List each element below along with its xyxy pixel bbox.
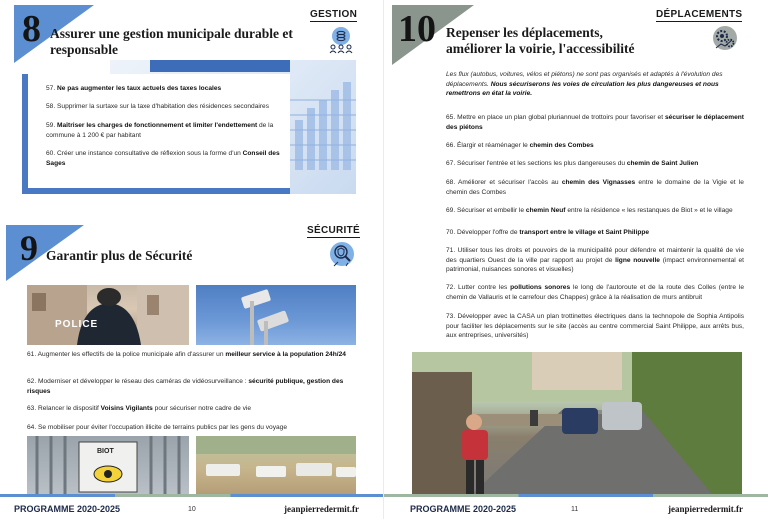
footer-program: PROGRAMME 2020-2025 [410,504,517,514]
camera-photo [196,285,356,345]
police-label: POLICE [55,319,99,330]
section-10-number: 10 [398,8,436,50]
category-deplacements: DÉPLACEMENTS [656,9,743,20]
item-58: 58. Supprimer la surtaxe sur la taxe d'habitation des résidences secondaires [46,103,270,110]
gears-icon [710,24,738,52]
item-59: 59. Maîtriser les charges de fonctionnement et limiter l'endettement de la commune à 1 200 € par habitant [46,122,274,139]
page-number: 11 [571,506,579,513]
surveillance-sign-photo [27,436,189,494]
footer-site: jeanpierredermit.fr [284,504,360,514]
item-72: 72. Lutter contre les pollutions sonores le long de l'autoroute et de la route des Colles (entre le chemin de Vallauris et le carrefour des Chappes) grâce à la réalisation de murs antibruit [446,284,745,301]
item-73: 73. Développer avec la CASA un plan trottinettes électriques dans la technopole de Sophia Antipolis pour faciliter les déplacements sur le site (accès au centre commercial Saint Philippe, aux arrêts bus, aux entreprises, universités) [446,313,744,340]
item-57: 57. Ne pas augmenter les taux actuels des taxes locales [46,85,222,92]
item-61: 61. Augmenter les effectifs de la police municipale afin d'assurer un meilleur service à la population 24h/24 [27,351,346,358]
section-9-number: 9 [20,228,38,268]
caravans-photo [196,436,356,494]
road-photo [412,352,742,494]
magnifier-shield-icon [328,240,356,268]
item-60: 60. Créer une instance consultative de réflexion sous la forme d'un Conseil des Sages [46,150,280,167]
item-64: 64. Se mobiliser pour éviter l'occupation illicite de terrains publics par les gens du voyage [27,424,288,431]
section-8-title: Assurer une gestion municipale durable et responsable [50,26,293,58]
footer-stripe [384,494,768,497]
item-68: 68. Améliorer et sécuriser l'accès au chemin des Vignasses entre le domaine de la Vigie et le chemin des Combes [446,179,744,196]
coins-people-icon [326,24,354,52]
category-securite: SÉCURITÉ [307,225,360,236]
item-71: 71. Utiliser tous les droits et pouvoirs de la municipalité pour défendre et maintenir la qualité de vie des quartiers Ouest de la ville par rapport au projet de ligne nouvelle (impact environnemental et patrimonial, nuisances sonores et visuelles) [446,247,744,274]
intro-text [446,70,744,99]
category-gestion: GESTION [310,9,358,20]
footer-program: PROGRAMME 2020-2025 [14,504,121,514]
item-70: 70. Développer l'offre de transport entre le village et Saint Philippe [446,229,650,236]
page-number: 10 [188,506,196,513]
item-62: 62. Moderniser et développer le réseau des caméras de vidéosurveillance : sécurité publique, gestion des risques [27,378,344,395]
item-66: 66. Élargir et réaménager le chemin des Combes [446,142,594,149]
intro-italic: Les flux (autobus, voitures, vélos et piétons) ne sont pas organisés et adaptés à l'évolution des déplacements. [446,71,723,88]
intro-bold: Nous sécuriserons les voies de circulation les plus dangereuses et nous remettrons en état la voirie. [446,80,719,98]
footer-stripe [0,494,384,497]
section-8-number: 8 [22,8,41,50]
item-67: 67. Sécuriser l'entrée et les sections les plus dangereuses du chemin de Saint Julien [446,160,699,167]
item-69: 69. Sécuriser et embellir le chemin Neuf entre la résidence « les restanques de Biot » et le village [446,207,733,214]
item-63: 63. Relancer le dispositif Voisins Vigilants pour sécuriser notre cadre de vie [27,405,252,412]
police-photo [27,285,189,345]
footer-site: jeanpierredermit.fr [668,504,744,514]
item-65: 65. Mettre en place un plan global pluriannuel de trottoirs pour favoriser et sécuriser le déplacement des piétons [446,114,744,131]
section-10-title: Repenser les déplacements, améliorer la voirie, l'accessibilité [446,25,635,57]
section-9-title: Garantir plus de Sécurité [46,248,193,263]
right-page [384,0,768,519]
sign-label: BIOT [97,448,114,455]
